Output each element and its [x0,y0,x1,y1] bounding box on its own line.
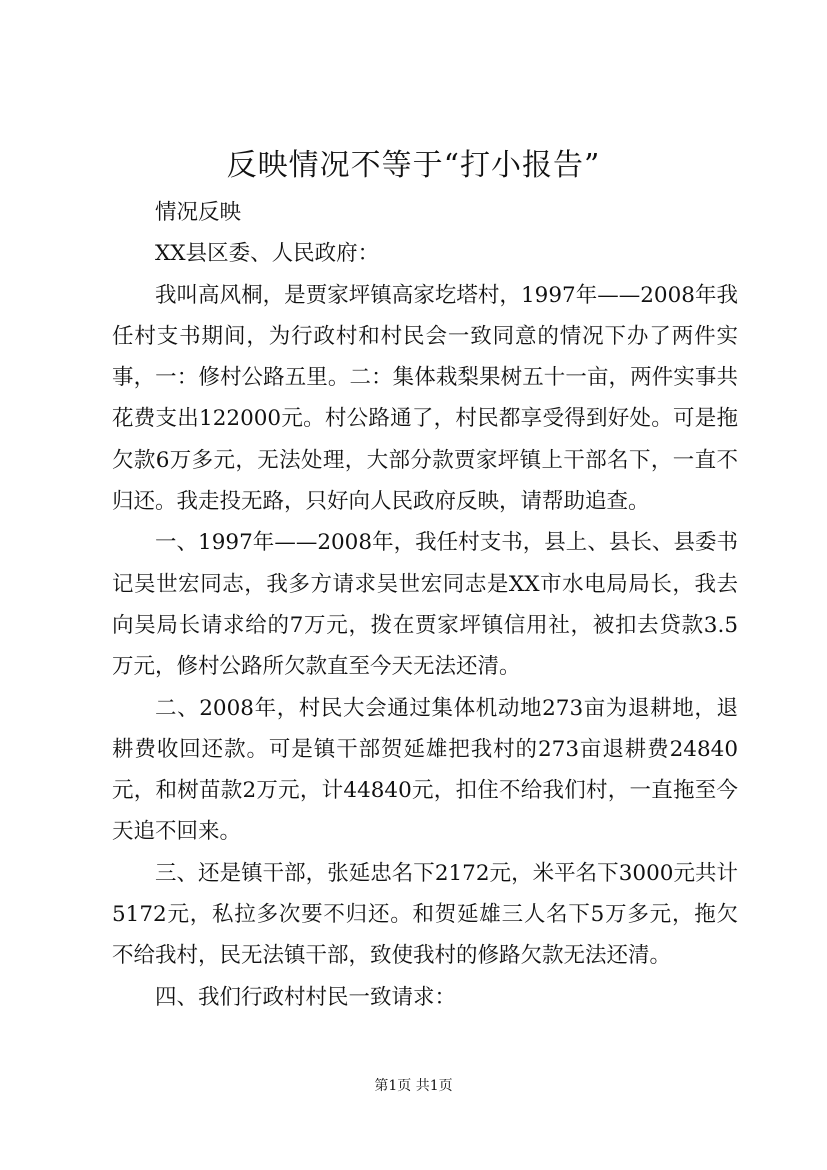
page-footer: 第1页 共1页 [374,1078,453,1094]
paragraph-point-one: 一、1997年——2008年，我任村支书，县上、县长、县委书记吴世宏同志，我多方请求吴世宏同志是XX市水电局局长，我去向吴局长请求给的7万元，拨在贾家坪镇信用社，被扣去贷款3.5万元，修村公路所欠款直至今天无法还清。 [112,530,738,680]
paragraph-point-four: 四、我们行政村村民一致请求： [155,984,457,1010]
document-title: 反映情况不等于“打小报告” [226,148,601,183]
paragraph-addressee: XX县区委、人民政府： [155,241,380,267]
paragraph-introduction: 我叫高风桐，是贾家坪镇高家圪塔村，1997年——2008年我任村支书期间，为行政村和村民会一致同意的情况下办了两件实事，一：修村公路五里。二：集体栽梨果树五十一亩，两件实事共花费支出122000元。村公路通了，村民都享受得到好处。可是拖欠款6万多元，无法处理，大部分款贾家坪镇上干部名下，一直不归还。我走投无路，只好向人民政府反映，请帮助追查。 [112,282,738,515]
document-body [112,192,738,1018]
paragraph-point-three: 三、还是镇干部，张延忠名下2172元，米平名下3000元共计5172元，私拉多次要不归还。和贺延雄三人名下5万多元，拖欠不给我村，民无法镇干部，致使我村的修路欠款无法还清。 [112,860,738,969]
paragraph-point-two: 二、2008年，村民大会通过集体机动地273亩为退耕地，退耕费收回还款。可是镇干部贺延雄把我村的273亩退耕费24840元，和树苗款2万元，计44840元，扣住不给我们村，一直拖至今天追不回来。 [112,695,738,845]
paragraph-heading: 情况反映 [155,200,242,225]
